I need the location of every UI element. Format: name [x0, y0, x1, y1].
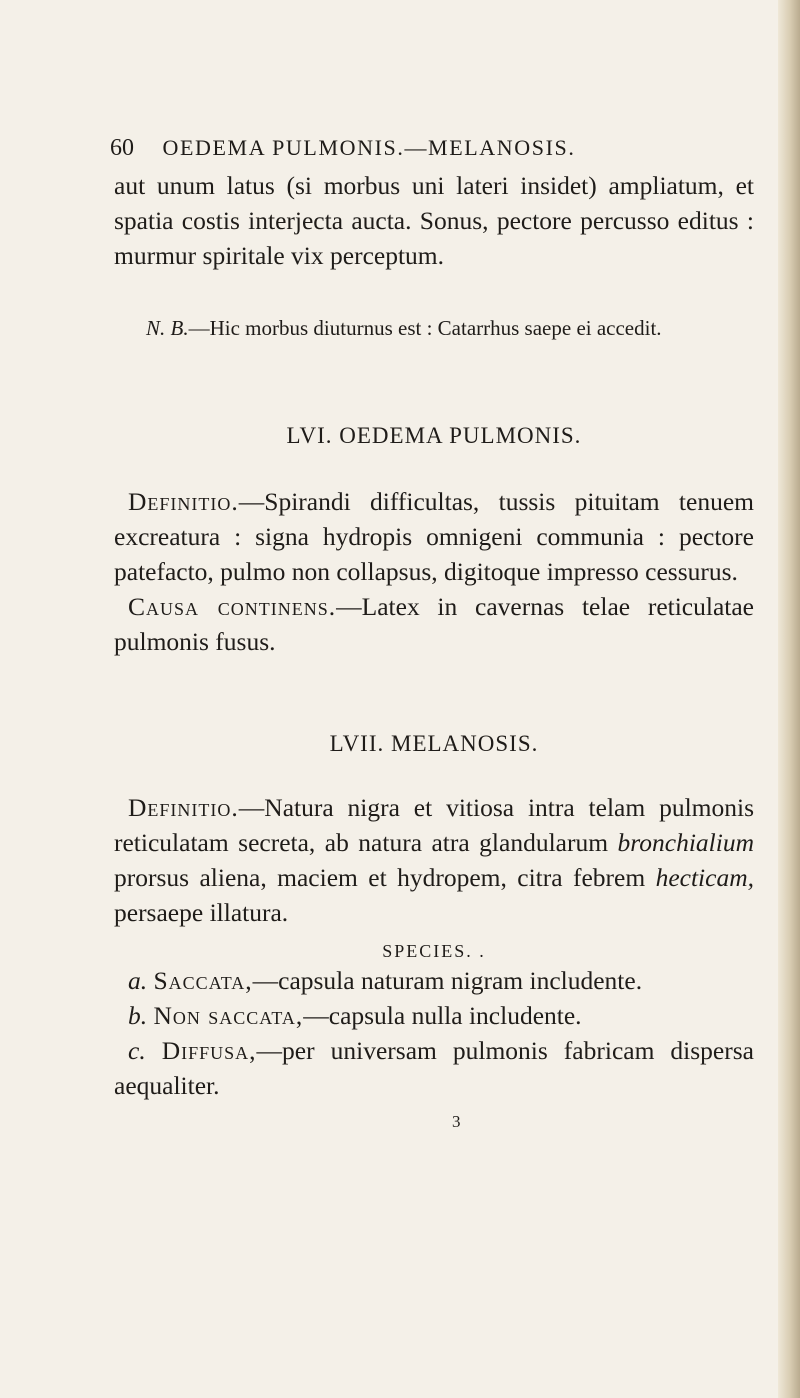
- definitio-text-1: —Natura nigra et vitiosa intra telam pulmonis reticulatam secreta, ab natura atra glandularum: [114, 793, 754, 857]
- definitio-text-2: prorsus aliena, maciem et hydropem, citra febrem: [114, 863, 656, 892]
- lvii-definitio-block: [114, 790, 754, 930]
- species-item: [114, 963, 754, 998]
- species-letter: c.: [128, 1036, 146, 1065]
- definitio-text-3: persaepe illatura.: [114, 898, 289, 927]
- lvi-definitio: [114, 484, 754, 589]
- page-number: 60: [110, 135, 134, 161]
- note-block: [146, 314, 756, 342]
- nota-bene-label: N. B.: [146, 316, 189, 340]
- lvii-definitio: [114, 790, 754, 930]
- species-name: Non saccata,: [153, 1001, 304, 1030]
- section-title-lvii: LVII. MELANOSIS.: [329, 731, 539, 756]
- species-title: SPECIES. .: [382, 941, 486, 961]
- definitio-label: Definitio.: [128, 793, 239, 822]
- nota-bene: [146, 314, 756, 342]
- page-edge-shadow: [778, 0, 800, 1398]
- definitio-text: —Spirandi difficultas, tussis pituitam tenuem excreatura : signa hydropis omnigeni communia : pectore patefacto, pulmo non collapsus, digitoque impresso cessurus.: [114, 487, 754, 586]
- intro-paragraph: aut unum latus (si morbus uni lateri insidet) ampliatum, et spatia costis interjecta aucta. Sonus, pectore percusso editus : murmur spiritale vix perceptum.: [114, 171, 754, 270]
- lvi-definitio-block: [114, 484, 754, 659]
- causa-text: —Latex in cavernas telae reticulatae pulmonis fusus.: [114, 592, 754, 656]
- species-item: [114, 1033, 754, 1103]
- running-title: OEDEMA PULMONIS.—MELANOSIS.: [162, 135, 576, 160]
- species-list: [114, 963, 754, 1103]
- lvi-causa: [114, 589, 754, 659]
- species-letter: a.: [128, 966, 148, 995]
- species-text: —per universam pulmonis fabricam dispersa aequaliter.: [114, 1036, 754, 1100]
- species-text: —capsula naturam nigram includente.: [252, 966, 643, 995]
- definitio-italic-2: hecticam,: [655, 863, 754, 892]
- species-name: Diffusa,: [161, 1036, 257, 1065]
- species-item: [114, 998, 754, 1033]
- section-title-lvi: LVI. OEDEMA PULMONIS.: [286, 423, 582, 448]
- causa-label: Causa continens.: [128, 592, 337, 621]
- signature-mark: 3: [452, 1112, 461, 1131]
- definitio-italic-1: bronchialium: [617, 828, 754, 857]
- running-header: [110, 135, 575, 162]
- species-letter: b.: [128, 1001, 148, 1030]
- nota-bene-text: —Hic morbus diuturnus est : Catarrhus saepe ei accedit.: [188, 316, 662, 340]
- definitio-label: Definitio.: [128, 487, 239, 516]
- species-name: Saccata,: [153, 966, 253, 995]
- intro-block: [114, 168, 754, 273]
- species-text: —capsula nulla includente.: [303, 1001, 582, 1030]
